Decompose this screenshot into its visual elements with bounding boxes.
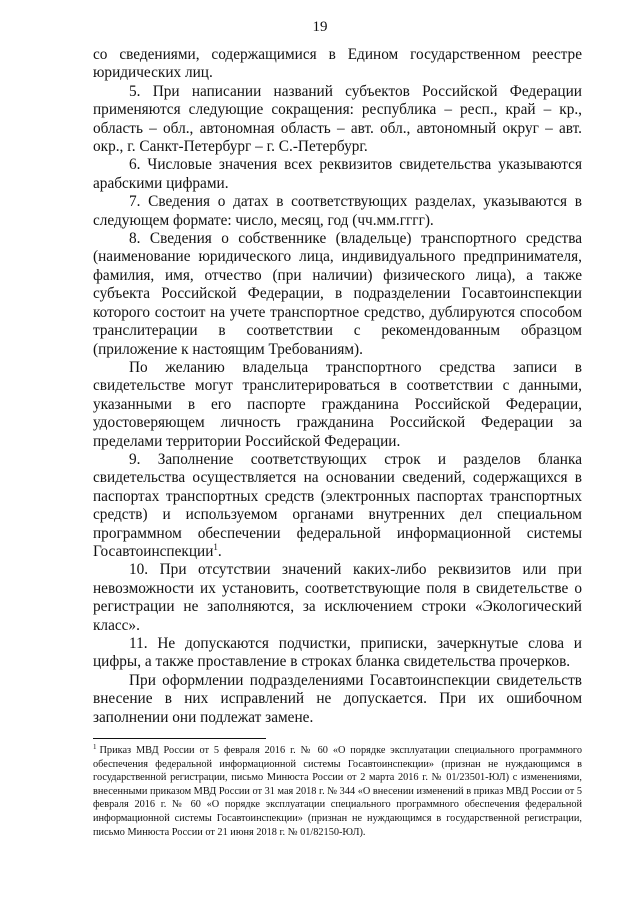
footnote-separator — [93, 738, 266, 739]
paragraph-item-8: 8. Сведения о собственнике (владельце) транспортного средства (наименование юридического лица, индивидуального предпринимателя, фамилия, имя, отчество (при наличии) физического лица), а также субъекта Российской Федерации, в подразделении Госавтоинспекции которого состоит на учете транспортное средство, дублируются способом транслитерации в соответствии с рекомендованным образцом (приложение к настоящим Требованиям). — [93, 230, 582, 358]
paragraph-item-11: 11. Не допускаются подчистки, приписки, зачеркнутые слова и цифры, а также проставление в строках бланка свидетельства прочерков. — [93, 635, 582, 671]
paragraph-item-9-end: . — [217, 542, 222, 560]
paragraph-item-9 — [93, 451, 582, 561]
paragraph-item-5: 5. При написании названий субъектов Российской Федерации применяются следующие сокращения: республика – респ., край – кр., область – обл., автономная область – авт. обл., автономный округ – авт. окр., г. Санкт-Петербург – г. С.-Петербург. — [93, 82, 582, 156]
footnote-reference: 1 — [213, 541, 218, 552]
footnote — [93, 744, 582, 839]
footnote-marker: 1 — [93, 742, 97, 751]
paragraph-item-7: 7. Сведения о датах в соответствующих разделах, указываются в следующем формате: число, месяц, год (чч.мм.гггг). — [93, 193, 582, 229]
footnote-text-block — [93, 744, 582, 839]
paragraph-item-6: 6. Числовые значения всех реквизитов свидетельства указываются арабскими цифрами. — [93, 156, 582, 192]
paragraph-continuation: со сведениями, содержащимися в Едином государственном реестре юридических лиц. — [93, 46, 582, 82]
paragraph-item-8-transliteration: По желанию владельца транспортного средства записи в свидетельстве могут транслитерироваться в соответствии с данными, указанными в его паспорте гражданина Российской Федерации, удостоверяющем личность гражданина Российской Федерации за пределами территории Российской Федерации. — [93, 358, 582, 450]
paragraph-item-9-text: 9. Заполнение соответствующих строк и разделов бланка свидетельства осуществляется на основании сведений, содержащихся в паспортах транспортных средств (электронных паспортах транспортных средств) и используемом органами внутренних дел специальном программном обеспечении федеральной информационной системы Госавтоинспекции — [93, 450, 582, 560]
paragraph-corrections: При оформлении подразделениями Госавтоинспекции свидетельств внесение в них исправлений не допускается. При их ошибочном заполнении они подлежат замене. — [93, 671, 582, 726]
page-number: 19 — [312, 19, 328, 35]
footnote-text: Приказ МВД России от 5 февраля 2016 г. № 60 «О порядке эксплуатации специального программного обеспечения федеральной информационной системы Госавтоинспекции» (признан не нуждающимся в государственной регистрации, письмо Минюста России от 2 марта 2016 г. № 01/23501-ЮЛ) с изменениями, внесенными приказом МВД России от 31 мая 2018 г. № 344 «О внесении изменений в приказ МВД России от 5 февраля 2016 г. № 60 «О порядке эксплуатации специального программного обеспечения федеральной информационной системы Госавтоинспекции» (признан не нуждающимся в государственной регистрации, письмо Минюста России от 21 июня 2018 г. № 01/82150-ЮЛ). — [93, 745, 582, 838]
paragraph-item-10: 10. При отсутствии значений каких-либо реквизитов или при невозможности их установить, соответствующие поля в свидетельстве о регистрации не заполняются, за исключением строки «Экологический класс». — [93, 561, 582, 634]
document-body — [93, 46, 582, 727]
